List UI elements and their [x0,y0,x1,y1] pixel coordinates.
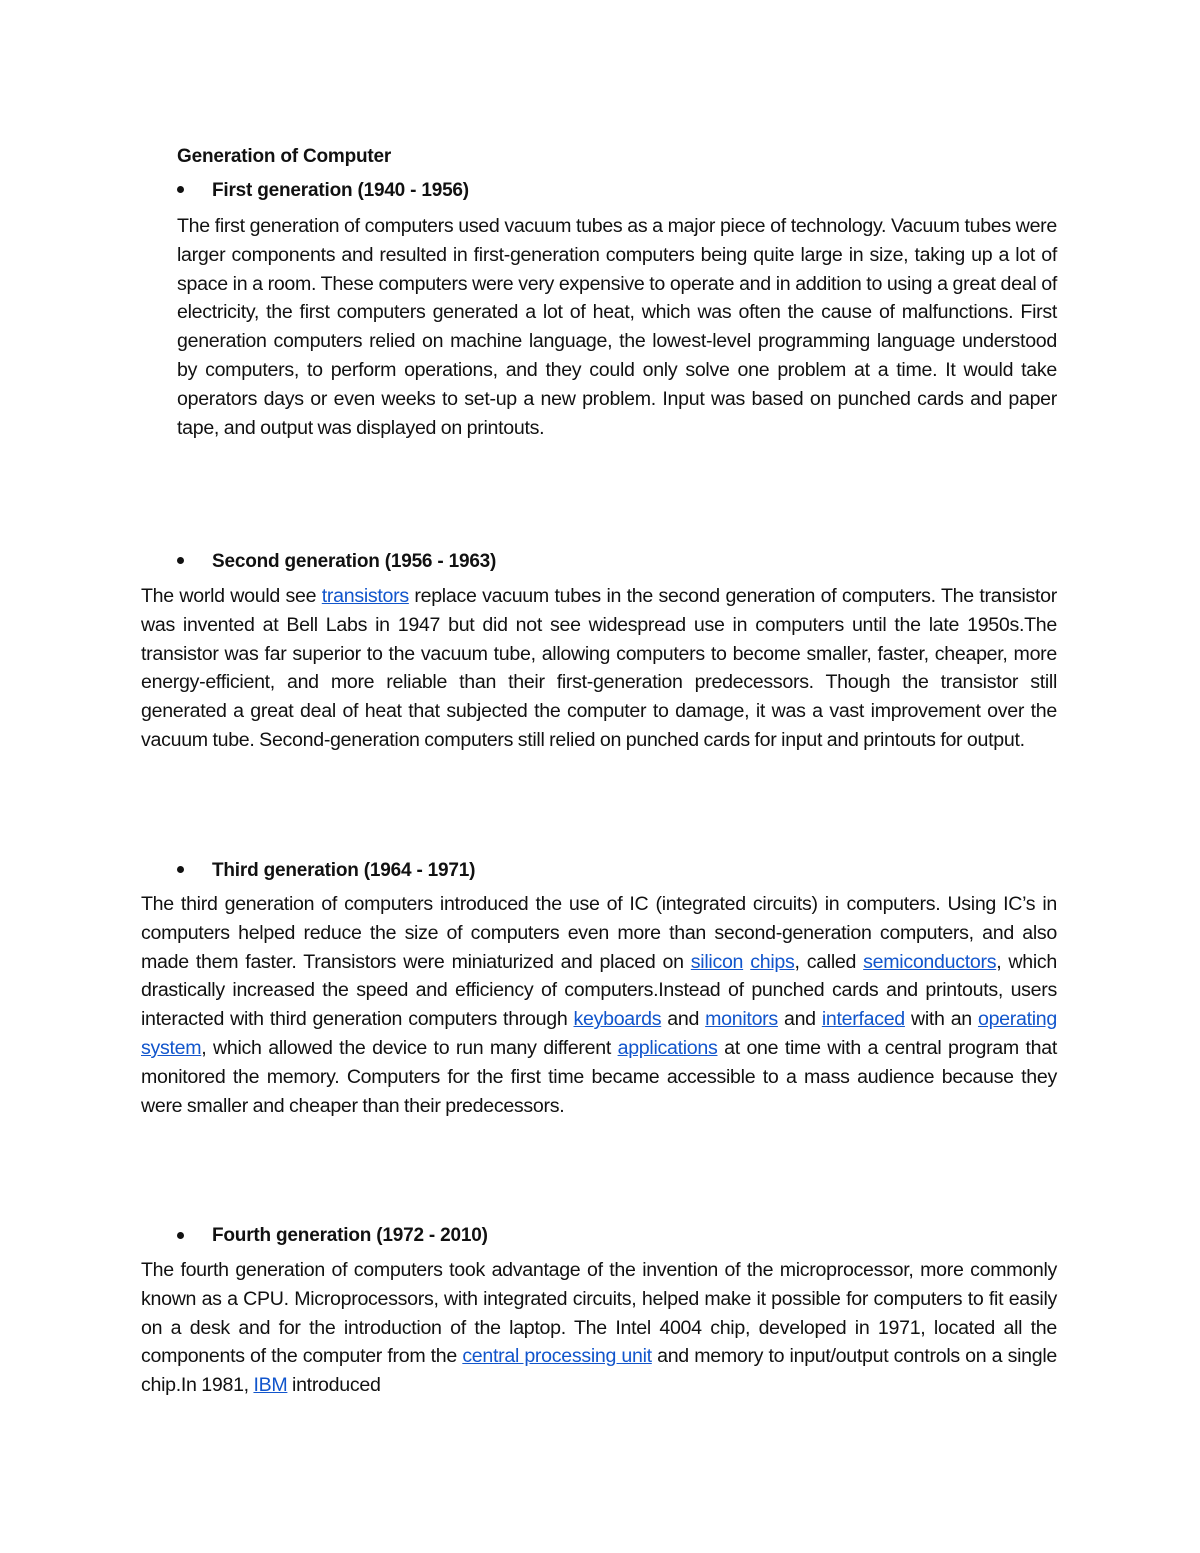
section-heading-second-generation: Second generation (1956 - 1963) [212,551,497,572]
section-heading-third-generation: Third generation (1964 - 1971) [212,860,476,881]
paragraph-text: , which drastically increased the speed and efficiency of computers.Instead of punched cards and printouts, users interacted with third generation computers through [141,950,1057,1031]
paragraph-text: at one time with a central program that monitored the memory. Computers for the first time became accessible to a mass audience because they were smaller and cheaper than their predecessors. [141,1036,1057,1117]
paragraph-text: The third generation of computers introduced the use of IC (integrated circuits) in computers. Using IC’s in computers helped reduce the size of computers even more than second-generation computers, and also made them faster. Transistors were miniaturized and placed on [141,893,1057,973]
link-interfaced[interactable]: interfaced [821,1008,905,1031]
link-central-processing-unit[interactable]: central processing unit [462,1345,652,1368]
link-applications[interactable]: applications [617,1036,718,1059]
paragraph-text: , called [794,950,864,973]
bullet-icon [177,186,184,193]
paragraph-text: introduced [287,1374,381,1397]
link-monitors[interactable]: monitors [705,1008,778,1031]
link-transistors[interactable]: transistors [321,585,409,607]
paragraph-text: , which allowed the device to run many different [201,1036,618,1059]
bullet-icon [177,557,184,564]
section-paragraph-first-generation: The first generation of computers used vacuum tubes as a major piece of technology. Vacuum tubes were larger components and resulted in first-generation computers being quite large in size, taking up a lot of space in a room. These computers were very expensive to operate and in addition to using a great deal of electricity, the first computers generated a lot of heat, which was often the cause of malfunctions. First generation computers relied on machine language, the lowest-level programming language understood by computers, to perform operations, and they could only solve one problem at a time. It would take operators days or even weeks to set-up a new problem. Input was based on punched cards and paper tape, and output was displayed on printouts. [177,215,1057,439]
section-heading-fourth-generation: Fourth generation (1972 - 2010) [212,1225,488,1246]
bullet-icon [177,866,184,873]
link-semiconductors[interactable]: semiconductors [863,950,997,973]
link-ibm[interactable]: IBM [253,1374,288,1397]
paragraph-text: and [777,1008,822,1031]
bullet-icon [177,1232,184,1239]
paragraph-text: and memory to input/output controls on a single chip.In 1981, [141,1345,1057,1397]
document-title: Generation of Computer [177,146,392,167]
paragraph-text: The world would see [141,585,322,607]
section-paragraph-fourth-generation [141,1256,1057,1400]
link-chips[interactable]: chips [750,950,795,973]
paragraph-text: The fourth generation of computers took advantage of the invention of the microprocessor, more commonly known as a CPU. Microprocessors, with integrated circuits, helped make it possible for computers to fit easily on a desk and for the introduction of the laptop. The Intel 4004 chip, developed in 1971, located all the components of the computer from the [141,1259,1057,1368]
section-paragraph-second-generation [141,582,1057,755]
paragraph-text: replace vacuum tubes in the second generation of computers. The transistor was invented at Bell Labs in 1947 but did not see widespread use in computers until the late 1950s.The transistor was far superior to the vacuum tube, allowing computers to become smaller, faster, cheaper, more energy-efficient, and more reliable than their first-generation predecessors. Though the transistor still generated a great deal of heat that subjected the computer to damage, it was a vast improvement over the vacuum tube. Second-generation computers still relied on punched cards for input and printouts for output. [141,585,1057,751]
link-keyboards[interactable]: keyboards [573,1008,662,1031]
paragraph-text: with an [904,1008,978,1031]
section-heading-first-generation: First generation (1940 - 1956) [212,180,469,201]
paragraph-text: and [661,1008,706,1031]
link-operating-system[interactable]: operating system [141,1008,1057,1059]
section-paragraph-third-generation [141,890,1057,1120]
link-silicon[interactable]: silicon [690,950,744,973]
